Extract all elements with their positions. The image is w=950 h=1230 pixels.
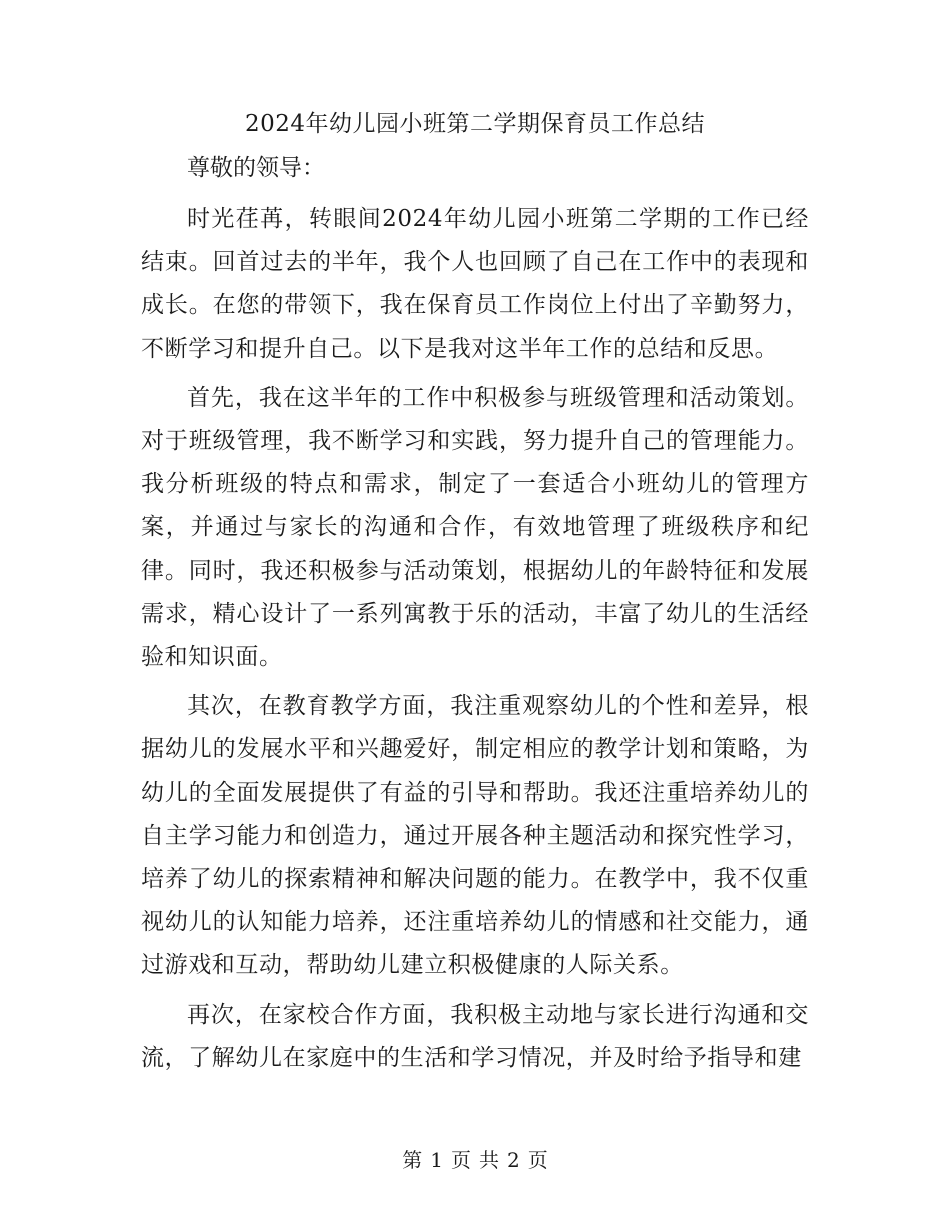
paragraph-3: 其次，在教育教学方面，我注重观察幼儿的个性和差异，根据幼儿的发展水平和兴趣爱好，制定相应的教学计划和策略，为幼儿的全面发展提供了有益的引导和帮助。我还注重培养幼儿的自主学习能力和创造力，通过开展各种主题活动和探究性学习，培养了幼儿的探索精神和解决问题的能力。在教学中，我不仅重视幼儿的认知能力培养，还注重培养幼儿的情感和社交能力，通过游戏和互动，帮助幼儿建立积极健康的人际关系。	[141, 693, 809, 979]
footer-total-pages: 2	[507, 1148, 520, 1172]
footer-label-page-unit: 页	[451, 1148, 471, 1172]
footer-label-page: 第	[402, 1148, 423, 1172]
paragraph-1: 时光荏苒，转眼间2024年幼儿园小班第二学期的工作已经结束。回首过去的半年，我个人也回顾了自己在工作中的表现和成长。在您的带领下，我在保育员工作岗位上付出了辛勤努力，不断学习和提升自己。以下是我对这半年工作的总结和反思。	[141, 206, 809, 362]
document-body	[141, 147, 809, 1080]
salutation: 尊敬的领导：	[187, 155, 325, 181]
footer-label-total: 共	[479, 1148, 499, 1172]
page-footer	[0, 1145, 950, 1175]
paragraph-4: 再次，在家校合作方面，我积极主动地与家长进行沟通和交流，了解幼儿在家庭中的生活和学习情况，并及时给予指导和建	[141, 1001, 809, 1071]
document-title: 2024年幼儿园小班第二学期保育员工作总结	[244, 111, 706, 137]
footer-label-total-unit: 页	[527, 1148, 548, 1172]
footer-current-page: 1	[430, 1148, 443, 1172]
paragraph-2: 首先，我在这半年的工作中积极参与班级管理和活动策划。对于班级管理，我不断学习和实践，努力提升自己的管理能力。我分析班级的特点和需求，制定了一套适合小班幼儿的管理方案，并通过与家长的沟通和合作，有效地管理了班级秩序和纪律。同时，我还积极参与活动策划，根据幼儿的年龄特征和发展需求，精心设计了一系列寓教于乐的活动，丰富了幼儿的生活经验和知识面。	[141, 384, 809, 671]
